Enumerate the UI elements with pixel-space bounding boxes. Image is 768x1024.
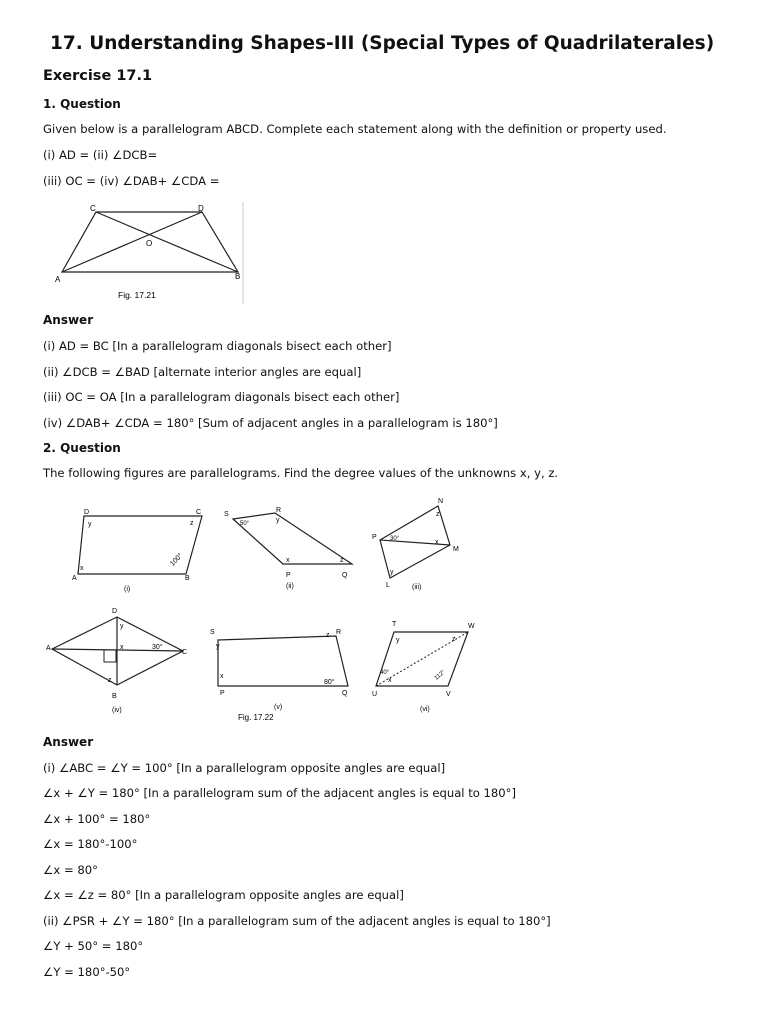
fig-label: (ii) [286, 583, 294, 590]
fig-label: x [435, 539, 439, 546]
q2-answer-line: ∠x + 100° = 180° [43, 812, 151, 826]
q1-answer-line: (i) AD = BC [In a parallelogram diagonals bisect each other] [43, 339, 392, 353]
q1-text-line: Given below is a parallelogram ABCD. Complete each statement along with the definition or property used. [43, 122, 667, 136]
fig-label: z [340, 557, 344, 564]
fig-label: S [210, 629, 215, 636]
q2-heading: 2. Question [43, 441, 121, 455]
fig-label: (v) [274, 704, 283, 711]
fig-label: N [438, 498, 444, 505]
q2-text-line: The following figures are parallelograms. Find the degree values of the unknowns x, y, z. [43, 466, 559, 480]
q2-answer-line: ∠x = ∠z = 80° [In a parallelogram opposite angles are equal] [43, 888, 404, 902]
fig-label: (iii) [412, 584, 422, 591]
fig-label: x [286, 557, 290, 564]
fig-label: z [452, 636, 456, 643]
figure-17-21 [50, 200, 250, 309]
figure-caption: Fig. 17.22 [238, 713, 274, 722]
fig-label: y [216, 643, 220, 650]
fig-label: C [90, 204, 96, 213]
q2-answer-line: ∠x + ∠Y = 180° [In a parallelogram sum of the adjacent angles is equal to 180°] [43, 786, 516, 800]
fig-label: Q [342, 690, 348, 697]
fig-label: y [390, 569, 394, 576]
fig-label: L [386, 582, 390, 589]
fig-label: M [453, 546, 459, 553]
q1-answer-heading: Answer [43, 313, 94, 327]
fig-label: P [372, 534, 377, 541]
fig-label: x [120, 644, 124, 651]
fig-label: C [196, 509, 202, 516]
fig-label: (i) [124, 586, 131, 593]
fig-label: 112° [433, 669, 447, 682]
q1-text-line: (i) AD = (ii) ∠DCB= [43, 148, 158, 162]
fig-label: z [436, 511, 440, 518]
figure-17-22 [40, 492, 490, 728]
fig-label: A [72, 575, 77, 582]
q1-answer-line: (ii) ∠DCB = ∠BAD [alternate interior angles are equal] [43, 365, 362, 379]
fig-label: B [112, 693, 117, 700]
fig-label: x [220, 673, 224, 680]
fig-label: 50° [240, 521, 250, 527]
fig-label: V [446, 691, 451, 698]
fig-label: 30° [152, 644, 163, 651]
fig-label: U [372, 691, 378, 698]
fig-label: x [388, 677, 392, 684]
q2-answer-line: ∠Y = 180°-50° [43, 965, 131, 979]
fig-label: 80° [324, 679, 335, 686]
q2-answer-line: (i) ∠ABC = ∠Y = 100° [In a parallelogram opposite angles are equal] [43, 761, 446, 775]
q2-answer-line: ∠x = 180°-100° [43, 837, 138, 851]
fig-label: B [185, 575, 190, 582]
fig-label: (iv) [112, 707, 122, 714]
fig-label: B [235, 272, 241, 281]
q1-answer-line: (iii) OC = OA [In a parallelogram diagonals bisect each other] [43, 390, 400, 404]
fig-label: y [120, 623, 124, 630]
fig-label: C [182, 649, 188, 656]
fig-label: z [326, 632, 330, 639]
fig-label: 100° [169, 552, 185, 568]
q1-heading: 1. Question [43, 97, 121, 111]
q1-text-line: (iii) OC = (iv) ∠DAB+ ∠CDA = [43, 174, 220, 188]
fig-label: Q [342, 572, 348, 579]
q2-answer-line: (ii) ∠PSR + ∠Y = 180° [In a parallelogram sum of the adjacent angles is equal to 180°] [43, 914, 551, 928]
fig-label: D [198, 204, 204, 213]
fig-label: z [108, 677, 112, 684]
fig-label: A [46, 645, 51, 652]
fig-label: y [276, 517, 280, 524]
fig-label: 40° [380, 670, 390, 676]
fig-label: A [55, 275, 61, 284]
fig-label: R [276, 507, 282, 514]
fig-label: 30° [390, 536, 400, 542]
fig-label: O [146, 239, 153, 248]
fig-label: z [190, 520, 194, 527]
fig-label: (vi) [420, 706, 430, 713]
fig-label: D [112, 608, 118, 615]
q2-answer-line: ∠x = 80° [43, 863, 98, 877]
fig-label: P [286, 572, 291, 579]
fig-label: y [88, 521, 92, 528]
fig-label: R [336, 629, 342, 636]
q2-answer-line: ∠Y + 50° = 180° [43, 939, 144, 953]
q2-answer-heading: Answer [43, 735, 94, 749]
fig-label: x [80, 565, 84, 572]
fig-label: W [468, 623, 475, 630]
page-title: 17. Understanding Shapes-III (Special Types of Quadrilaterales) [50, 33, 715, 54]
fig-label: y [396, 637, 400, 644]
fig-label: T [392, 621, 397, 628]
figure-caption: Fig. 17.21 [118, 290, 156, 300]
exercise-heading: Exercise 17.1 [43, 68, 153, 84]
fig-label: P [220, 690, 225, 697]
fig-label: D [84, 509, 90, 516]
q1-answer-line: (iv) ∠DAB+ ∠CDA = 180° [Sum of adjacent angles in a parallelogram is 180°] [43, 416, 498, 430]
fig-label: S [224, 511, 229, 518]
